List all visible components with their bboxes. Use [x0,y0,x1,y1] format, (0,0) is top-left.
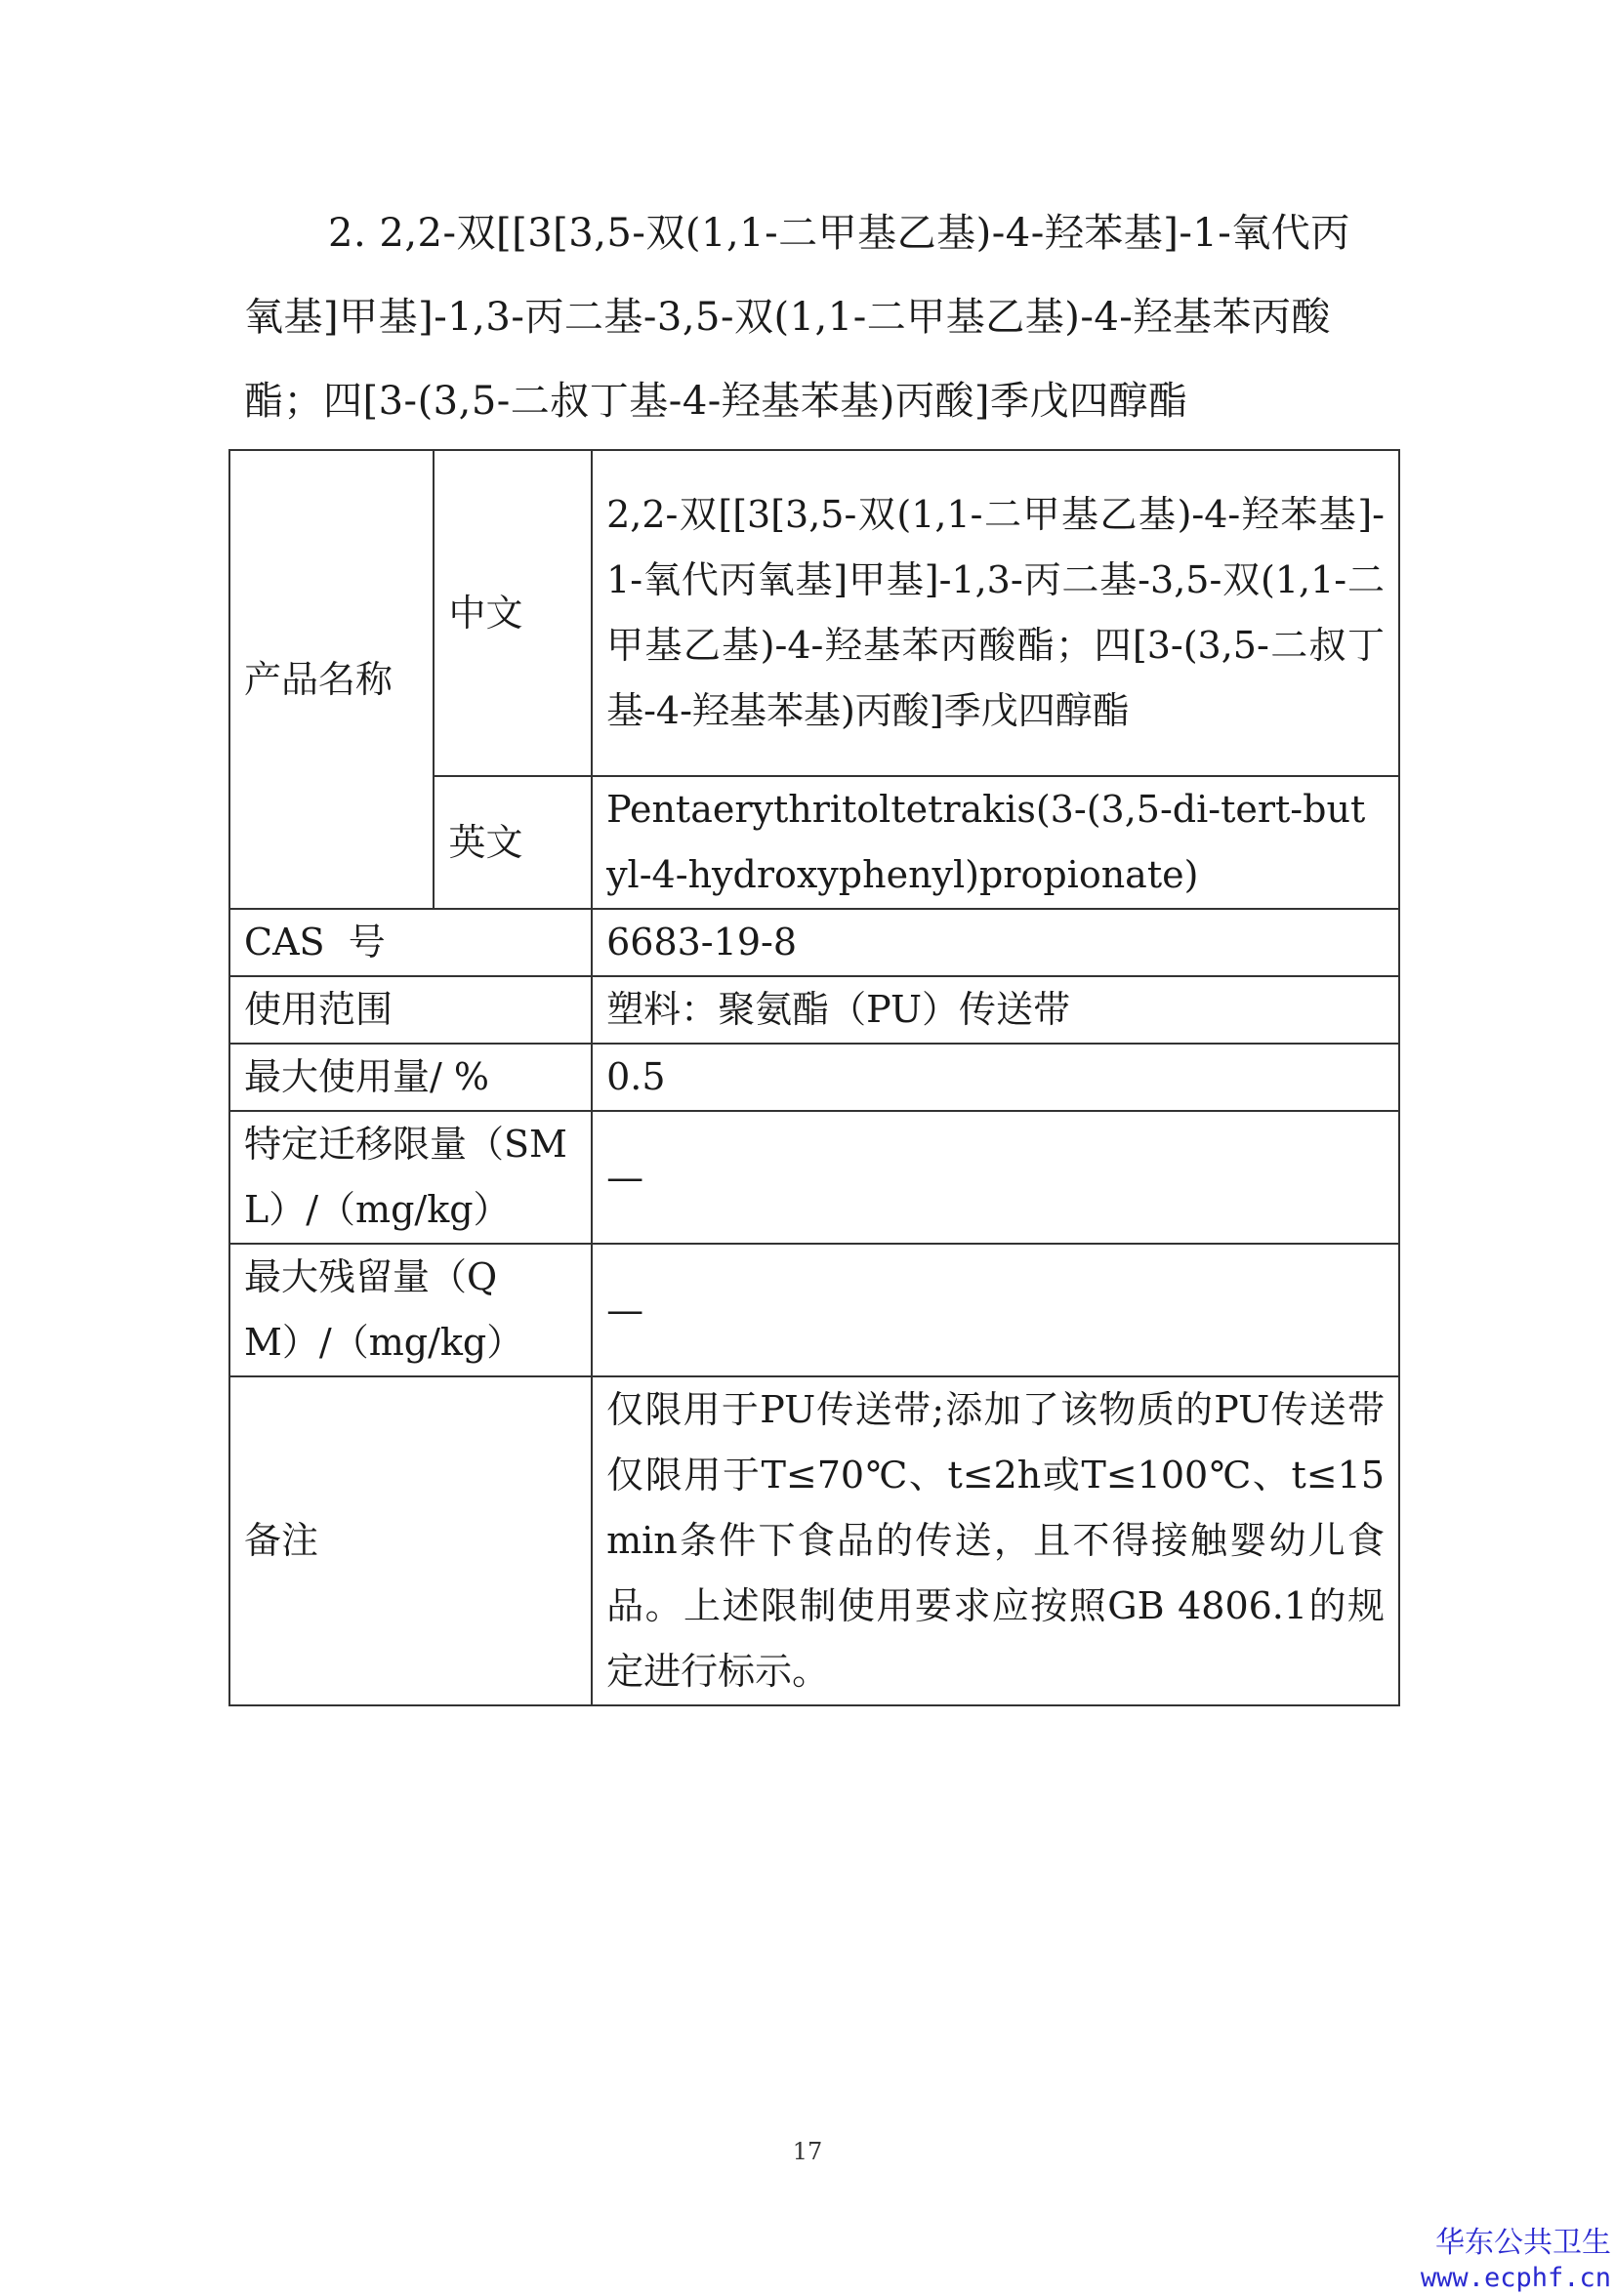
table-row-remarks [229,1376,1399,1705]
watermark [1396,2226,1611,2296]
scope-label: 使用范围 [229,976,592,1044]
max-use-label: 最大使用量/ % [229,1044,592,1111]
table-row-chinese-name [229,450,1399,776]
table-row-cas [229,909,1399,976]
table-row-sml [229,1111,1399,1244]
english-label: 英文 [434,776,592,909]
scope-value: 塑料：聚氨酯（PU）传送带 [592,976,1399,1044]
cas-label: CAS 号 [229,909,592,976]
chinese-name-value: 2,2-双[[3[3,5-双(1,1-二甲基乙基)-4-羟苯基]-1-氧代丙氧基]甲基]-1,3-丙二基-3,5-双(1,1-二甲基乙基)-4-羟基苯丙酸酯；四[3-(3,5-二叔丁基-4-羟基苯基)丙酸]季戊四醇酯 [592,450,1399,776]
watermark-name: 华东公共卫生 [1435,2226,1611,2260]
sml-value: — [592,1111,1399,1244]
page-number: 17 [792,2138,823,2165]
english-name-value: Pentaerythritoltetrakis(3-(3,5-di-tert-butyl-4-hydroxyphenyl)propionate) [592,776,1399,909]
sml-label: 特定迁移限量（SML）/（mg/kg） [229,1111,592,1244]
substance-spec-table [228,449,1400,1706]
remarks-label: 备注 [229,1376,592,1705]
chinese-label: 中文 [434,450,592,776]
remarks-value: 仅限用于PU传送带;添加了该物质的PU传送带仅限用于T≤70℃、t≤2h或T≤100℃、t≤15 min条件下食品的传送，且不得接触婴幼儿食品。上述限制使用要求应按照GB 4806.1的规定进行标示。 [592,1376,1399,1705]
qm-label: 最大残留量（QM）/（mg/kg） [229,1244,592,1376]
table-row-qm [229,1244,1399,1376]
table-row-max-use [229,1044,1399,1111]
table-row-scope [229,976,1399,1044]
max-use-value: 0.5 [592,1044,1399,1111]
watermark-url: www.ecphf.cn [1420,2263,1611,2293]
product-name-label: 产品名称 [229,450,434,909]
section-heading: 2. 2,2-双[[3[3,5-双(1,1-二甲基乙基)-4-羟苯基]-1-氧代丙氧基]甲基]-1,3-丙二基-3,5-双(1,1-二甲基乙基)-4-羟基苯丙酸酯；四[3-(3,5-二叔丁基-4-羟基苯基)丙酸]季戊四醇酯 [244,211,1350,424]
cas-value: 6683-19-8 [592,909,1399,976]
qm-value: — [592,1244,1399,1376]
